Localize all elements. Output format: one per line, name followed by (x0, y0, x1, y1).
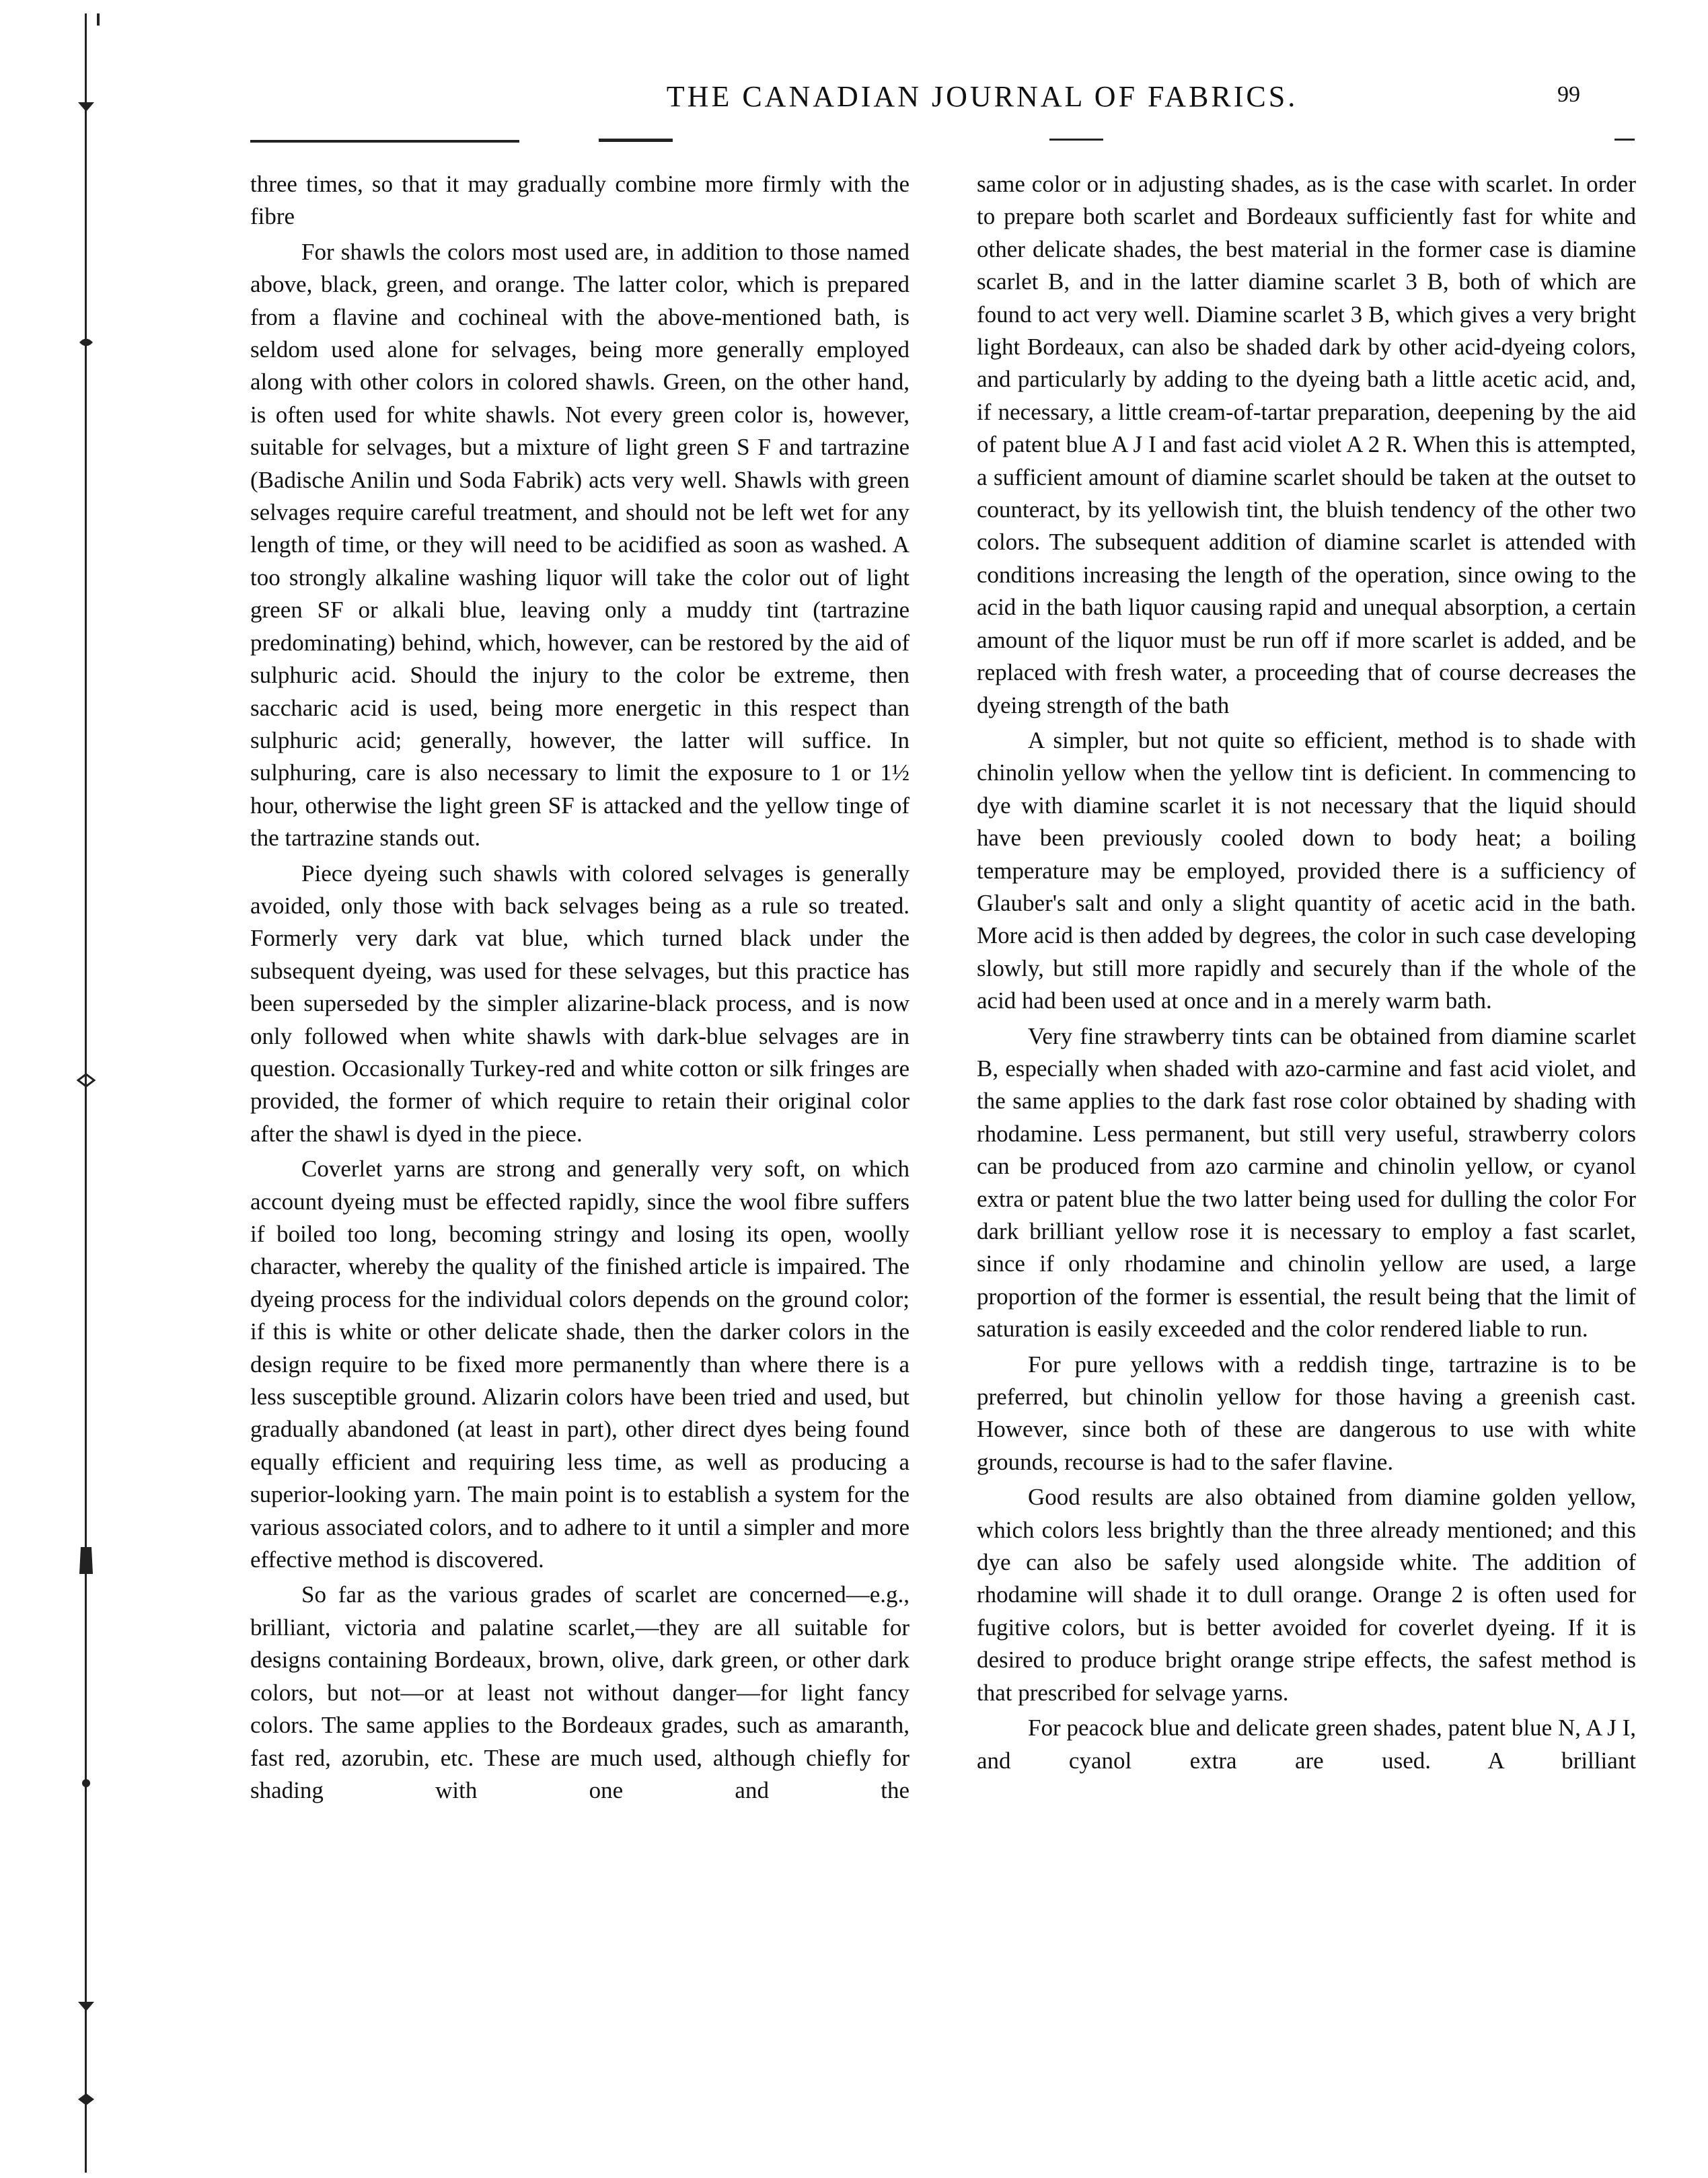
binding-ornament-icon (77, 1073, 96, 1088)
paragraph: three times, so that it may gradually combine more firmly with the fibre (250, 171, 909, 230)
paragraph: For shawls the colors most used are, in addition to those named above, black, green, and orange. The latter color, which is prepared from a flavine and cochineal with the above-mentioned bath, is seldom used alone for selvages, being more generally employed along with other colors in colored shawls. Green, on the other hand, is often used for white shawls. Not every green color is, however, suitable for selvages, but a mixture of light green S F and tartrazine (Badische Anilin und Soda Fabrik) acts very well. Shawls with green selvages require careful treatment, and should not be left wet for any length of time, or they will need to be acidified as soon as washed. A too strongly alkaline washing liquor will take the color out of light green SF or alkali blue, leaving only a muddy tint (tartrazine predominating) behind, which, however, can be restored by the aid of sulphuric acid. Should the injury to the color be extreme, then saccharic acid is used, being more energetic in this respect than sulphuric acid; generally, however, the latter will suffice. In sulphuring, care is also necessary to limit the exposure to 1 or 1½ hour, otherwise the light green SF is attacked and the yellow tinge of the tartrazine stands out. (250, 238, 909, 852)
binding-ornament-icon (77, 1998, 96, 2013)
header-rule (1614, 139, 1635, 141)
journal-title: THE CANADIAN JOURNAL OF FABRICS. (666, 80, 1298, 113)
binding-mark (97, 13, 100, 26)
binding-line (73, 13, 100, 2173)
right-column (977, 168, 1636, 1777)
binding-ornament-icon (77, 2092, 96, 2107)
binding-ornament-icon (77, 1776, 96, 1791)
running-head (242, 79, 1655, 126)
binding-ornament-icon (77, 335, 96, 350)
header-rule (1049, 139, 1103, 141)
binding-ornament-icon (77, 100, 96, 114)
header-rule (599, 139, 673, 142)
paragraph: For peacock blue and delicate green shades, patent blue N, A J I, and cyanol extra are used. A brilliant (977, 1715, 1636, 1774)
paragraph: same color or in adjusting shades, as is the case with scarlet. In order to prepare both scarlet and Bordeaux sufficiently fast for white and other delicate shades, the best material in the former case is diamine scarlet B, and in the latter diamine scarlet 3 B, both of which are found to act very well. Diamine scarlet 3 B, which gives a very bright light Bordeaux, can also be shaded dark by other acid-dyeing colors, and particularly by adding to the dyeing bath a little acetic acid, and, if necessary, a little cream-of-tartar preparation, deepening by the aid of patent blue A J I and fast acid violet A 2 R. When this is attempted, a sufficient amount of diamine scarlet should be taken at the outset to counteract, by its yellowish tint, the bluish tendency of the other two colors. The subsequent addition of diamine scarlet is attended with conditions increasing the length of the operation, since owing to the acid in the bath liquor causing rapid and unequal absorption, a certain amount of the liquor must be run off if more scarlet is added, and be replaced with fresh water, a proceeding that of course decreases the dyeing strength of the bath (977, 171, 1636, 718)
paragraph: Coverlet yarns are strong and generally very soft, on which account dyeing must be effected rapidly, since the wool fibre suffers if boiled too long, becoming stringy and losing its open, woolly character, whereby the quality of the finished article is impaired. The dyeing process for the individual colors depends on the ground color; if this is white or other delicate shade, then the darker colors in the design require to be fixed more permanently than where there is a less susceptible ground. Alizarin colors have been tried and used, but gradually abandoned (at least in part), other direct dyes being found equally efficient and requiring less time, as well as producing a superior-looking yarn. The main point is to establish a system for the various associated colors, and to adhere to it until a simpler and more effective method is discovered. (250, 1156, 909, 1573)
paragraph: Very fine strawberry tints can be obtained from diamine scarlet B, especially when shaded with azo-carmine and fast acid violet, and the same applies to the dark fast rose color obtained by shading with rhodamine. Less permanent, but still very useful, strawberry colors can be produced from azo carmine and chinolin yellow, or cyanol extra or patent blue the two latter being used for dulling the color For dark brilliant yellow rose it is necessary to employ a fast scarlet, since if only rhodamine and chinolin yellow are used, a large proportion of the former is essential, the result being that the limit of saturation is easily exceeded and the color rendered liable to run. (977, 1022, 1636, 1343)
paragraph: Piece dyeing such shawls with colored selvages is generally avoided, only those with back selvages being as a rule so treated. Formerly very dark vat blue, which turned black under the subsequent dyeing, was used for these selvages, but this practice has been superseded by the simpler alizarine-black process, and is now only followed when white shawls with dark-blue selvages are in question. Occasionally Turkey-red and white cotton or silk fringes are provided, the former of which require to retain their original color after the shawl is dyed in the piece. (250, 860, 909, 1147)
paragraph: For pure yellows with a reddish tinge, tartrazine is to be preferred, but chinolin yellow for those having a greenish cast. However, since both of these are dangerous to use with white grounds, recourse is had to the safer flavine. (977, 1351, 1636, 1475)
binding-ornament-icon (77, 1547, 96, 1574)
header-rule (250, 140, 519, 143)
paragraph: A simpler, but not quite so efficient, method is to shade with chinolin yellow when the yellow tint is deficient. In commencing to dye with diamine scarlet it is not necessary that the liquid should have been previously cooled down to body heat; a boiling temperature may be employed, provided there is a sufficiency of Glauber's salt and only a slight quantity of acetic acid in the bath. More acid is then added by degrees, the color in such case developing slowly, but still more rapidly and securely than if the whole of the acid had been used at once and in a merely warm bath. (977, 726, 1636, 1014)
paragraph: So far as the various grades of scarlet are concerned—e.g., brilliant, victoria and palatine scarlet,—they are all suitable for designs containing Bordeaux, brown, olive, dark green, or other dark colors, but not—or at least not without danger—for light fancy colors. The same applies to the Bordeaux grades, such as amaranth, fast red, azorubin, etc. These are much used, although chiefly for shading with one and the (250, 1581, 909, 1803)
paragraph: Good results are also obtained from diamine golden yellow, which colors less brightly than the three already mentioned; and this dye can also be safely used alongside white. The addition of rhodamine will shade it to dull orange. Orange 2 is often used for fugitive colors, but is better avoided for coverlet dyeing. If it is desired to produce bright orange stripe effects, the safest method is that prescribed for selvage yarns. (977, 1484, 1636, 1706)
left-column (250, 168, 909, 1807)
page-number: 99 (1557, 82, 1580, 107)
